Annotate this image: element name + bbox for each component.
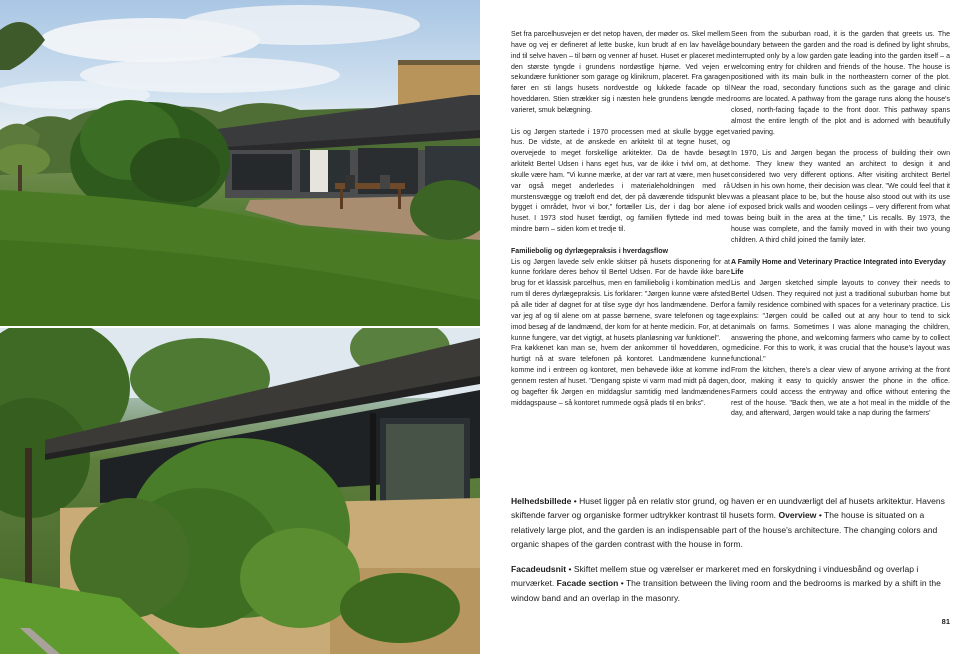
- danish-paragraph-4: Fra køkkenet kan man se, hvem der ankommer til hoveddøren, og hurtigt nå at svare telefonen på kontoret. Landmændene kunne komme ind i entreen og kontoret, men behøvede ikke at komme ind gennem resten af huset. "Dengang spiste vi varm mad midt på dagen, og bagefter fik Jørgen en middagslur samtidig med landmændenes middagspause – så kontoret rummede også plads til en briks".: [511, 345, 730, 407]
- caption-overview: [511, 494, 951, 551]
- danish-paragraph-2: Lis og Jørgen startede i 1970 processen med at skulle bygge eget hus. De vidste, at de ønskede en arkitekt til at tegne huset, og overvejede to meget forskellige arkitekter. Da de havde besøgt arkitekt Bertel Udsen i hans eget hus, var de ikke i tvivl om, at det skulle være ham. "Vi kunne mærke, at der var rart at være, men huset var også meget anderledes i materialeholdningen med rå murstensvægge og træloft end det, der på daværende tidspunkt blev bygget i området, hvor vi bor," fortæller Lis, der i dag bor alene i huset. I 1973 stod huset færdigt, og familien flyttede ind med to mindre børn – siden kom et tredje til.: [511, 128, 730, 234]
- danish-paragraph-3: Lis og Jørgen lavede selv enkle skitser på husets disponering for at kunne forklare deres behov til Bertel Udsen. For de havde ikke bare brug for et klassisk parcelhus, men en familiebolig i kombination med rum til deres dyrlægepraksis. Lis forklarer: "Jørgen kunne være afsted på alle tider af døgnet for at tilse syge dyr hos landmændene. Derfor var jeg af og til alene om at passe børnene, svare telefonen og tage imod besøg af de landmænd, der kom for at hente medicin. For, at det kunne fungere, var det vigtigt, at husets planløsning var funktionel".: [511, 258, 730, 342]
- english-article-column: [731, 30, 950, 420]
- caption-overview-title-da: Helhedsbillede: [511, 496, 572, 506]
- caption-overview-text-en: • The house is situated on a relatively large plot, and the garden is an indispensable part of the house's architecture. The changing colors and organic shapes of the garden contrast with the house in form.: [511, 510, 938, 549]
- english-section-heading: A Family Home and Veterinary Practice Integrated into Everyday Life: [731, 258, 946, 277]
- english-paragraph-1: Seen from the suburban road, it is the garden that greets us. The boundary between the garden and the road is defined by light shrubs, interrupted only by a low garden gate leading into the garden itself – a welcoming entry for children and friends of the house. The house is positioned with its main bulk in the northeastern corner of the plot. Near the road, secondary functions such as the garage and clinic rooms are located. A pathway from the garage runs along the house's closed, north-facing façade to the front door. This pathway spans almost the entire length of the plot and is adorned with beautifully varied paving.: [731, 31, 950, 136]
- facade-section-photo: [0, 328, 480, 654]
- english-paragraph-2: In 1970, Lis and Jørgen began the process of building their own home. They knew they wanted an architect to design it and considered two very different options. After visiting architect Bertel Udsen in his own home, their decision was clear. "We could feel that it was a pleasant place to be, but the house also stood out with its use of exposed brick walls and wooden ceilings – very different from what was being built in the area at the time," Lis recalls. By 1973, the house was complete, and the family moved in with their two young children. A third child joined the family later.: [731, 150, 950, 244]
- text-page: [480, 0, 960, 654]
- caption-overview-text-da: • Huset ligger på en relativ stor grund, og haven er en uundværligt del af husets arkitektur. Havens skiftende farver og organiske former udtrykker kontrast til husets form.: [511, 496, 945, 521]
- page-number: 81: [941, 617, 950, 626]
- danish-section-heading: Familiebolig og dyrlægepraksis i hverdagsflow: [511, 247, 669, 255]
- danish-article-column: [511, 30, 730, 409]
- caption-facade-title-da: Facadeudsnit: [511, 564, 567, 575]
- garden-overview-photo: [0, 0, 480, 326]
- caption-facade-text-da: • Skiftet mellem stue og værelser er markeret med en forskydning i vinduesbånd og overlap i murværket.: [511, 564, 919, 589]
- english-paragraph-4: From the kitchen, there's a clear view of anyone arriving at the front door, making it easy to quickly answer the phone in the office. Farmers could access the entryway and office without entering the rest of the house. "Back then, we ate a hot meal in the middle of the day, and afterward, Jørgen would take a nap during the farmers': [731, 367, 950, 418]
- danish-paragraph-1: Set fra parcelhusvejen er det netop haven, der møder os. Skel mellem have og vej er defineret af lette buske, kun brudt af en lav havelåge ind til selve haven – til børn og venner af huset. Huset er placeret med den største tyngde i grundens nordøstlige hjørne. Ved vejen er sekundære funktioner som garage og klinikrum, placeret. Fra garagen fører en sti langs husets nordvestde og lukkede facade op til hoveddøren. Stien strækker sig i næsten hele grundens længde med varieret, smuk belægning.: [511, 31, 730, 114]
- caption-facade-text-en: • The transition between the living room and the bedrooms is marked by a shift in the window band and an overlap in the masonry.: [511, 578, 941, 603]
- caption-overview-title-en: Overview: [778, 510, 817, 521]
- photo-captions: [511, 494, 951, 605]
- caption-facade-title-en: Facade section: [556, 578, 619, 589]
- caption-facade: [511, 562, 951, 605]
- english-paragraph-3: Lis and Jørgen sketched simple layouts to convey their needs to Bertel Udsen. They required not just a traditional suburban home but a family residence combined with spaces for a veterinary practice. Lis explains: "Jørgen could be called out at any hour to tend to sick animals on farms. Sometimes I was alone managing the children, answering the phone, and welcoming farmers who came by to collect medicine. For this to work, it was crucial that the house's layout was functional.": [731, 280, 950, 364]
